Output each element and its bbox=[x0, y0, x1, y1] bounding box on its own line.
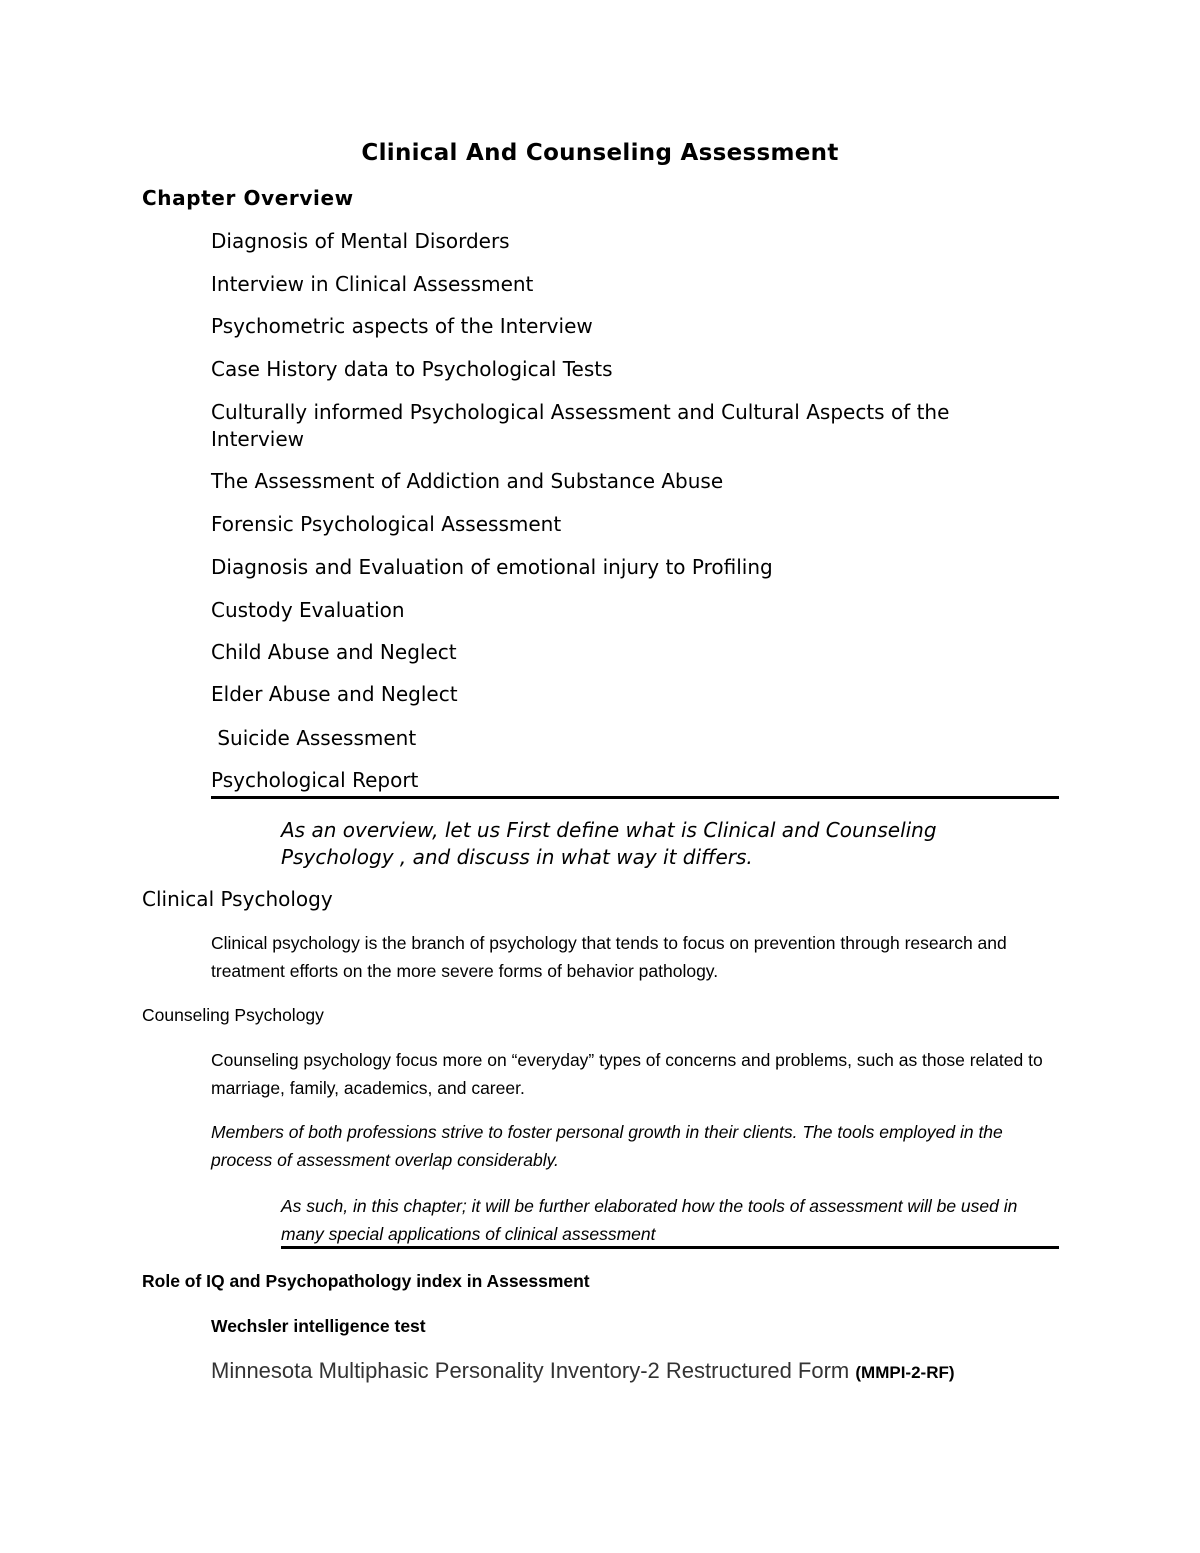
wechsler-item: Wechsler intelligence test bbox=[211, 1316, 426, 1336]
counseling-psychology-heading: Counseling Psychology bbox=[142, 1005, 324, 1025]
overview-note: As an overview, let us First define what is Clinical and Counseling Psychology , and discuss in what way it differs. bbox=[281, 818, 937, 869]
role-heading: Role of IQ and Psychopathology index in Assessment bbox=[142, 1271, 590, 1291]
chapter-overview-heading: Chapter Overview bbox=[142, 186, 354, 210]
members-note: Members of both professions strive to foster personal growth in their clients. The tools employed in the process of assessment overlap considerably. bbox=[211, 1122, 1003, 1170]
overview-item: Diagnosis of Mental Disorders bbox=[211, 229, 510, 253]
chapter-note: As such, in this chapter; it will be further elaborated how the tools of assessment will be used in many special applications of clinical assessment bbox=[281, 1196, 1018, 1244]
overview-item: The Assessment of Addiction and Substance Abuse bbox=[211, 469, 724, 493]
overview-item-continued: Interview bbox=[211, 427, 304, 451]
overview-item: Diagnosis and Evaluation of emotional injury to Profiling bbox=[211, 555, 773, 579]
document-title: Clinical And Counseling Assessment bbox=[361, 140, 839, 166]
overview-item: Elder Abuse and Neglect bbox=[211, 682, 458, 706]
mmpi-abbreviation: (MMPI-2-RF) bbox=[855, 1363, 955, 1382]
overview-item: Case History data to Psychological Tests bbox=[211, 357, 613, 381]
overview-item: Psychometric aspects of the Interview bbox=[211, 314, 593, 338]
overview-item: Suicide Assessment bbox=[211, 726, 417, 750]
overview-item: Child Abuse and Neglect bbox=[211, 640, 457, 664]
clinical-psychology-heading: Clinical Psychology bbox=[142, 887, 333, 911]
overview-item: Culturally informed Psychological Assessment and Cultural Aspects of the bbox=[211, 400, 950, 424]
overview-item: Forensic Psychological Assessment bbox=[211, 512, 562, 536]
counseling-psychology-text: Counseling psychology focus more on “everyday” types of concerns and problems, such as those related to marriage, family, academics, and career. bbox=[211, 1050, 1043, 1098]
mmpi-name: Minnesota Multiphasic Personality Inventory-2 Restructured Form bbox=[211, 1358, 850, 1383]
overview-item: Interview in Clinical Assessment bbox=[211, 272, 534, 296]
overview-item: Psychological Report bbox=[211, 768, 419, 792]
clinical-psychology-text: Clinical psychology is the branch of psychology that tends to focus on prevention through research and treatment efforts on the more severe forms of behavior pathology. bbox=[211, 933, 1007, 981]
mmpi-item bbox=[211, 1358, 955, 1384]
section-divider bbox=[211, 796, 1059, 799]
section-divider bbox=[281, 1246, 1059, 1249]
overview-item: Custody Evaluation bbox=[211, 598, 405, 622]
